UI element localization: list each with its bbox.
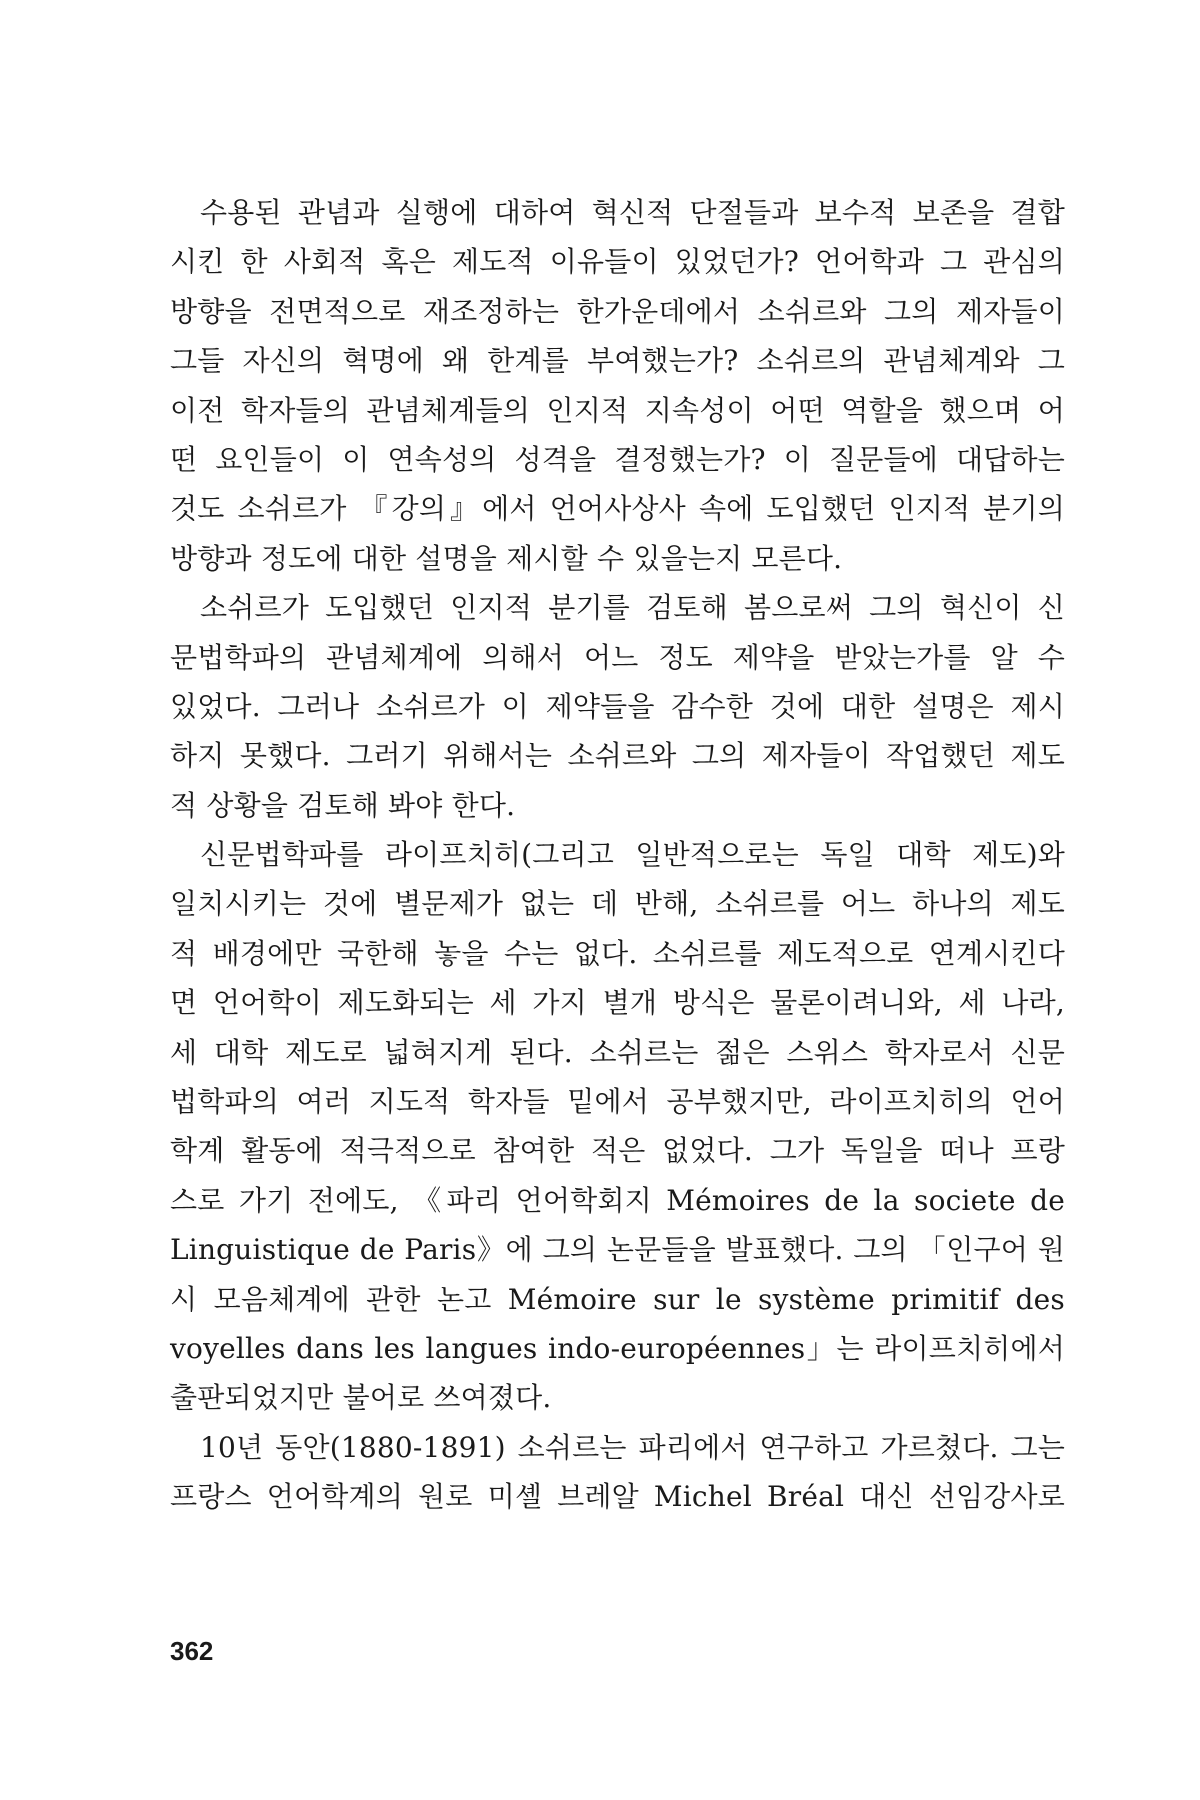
text-line: 것도 소쉬르가 『강의』에서 언어사상사 속에 도입했던 인지적 분기의 [170,492,1065,526]
text-line: 시 모음체계에 관한 논고 Mémoire sur le système primitif des [170,1282,1065,1316]
text-line: 면 언어학이 제도화되는 세 가지 별개 방식은 물론이려니와, 세 나라, [170,986,1065,1020]
text-line: 있었다. 그러나 소쉬르가 이 제약들을 감수한 것에 대한 설명은 제시 [170,689,1065,723]
paragraph-1 [170,188,1065,583]
text-line: 세 대학 제도로 넓혀지게 된다. 소쉬르는 젊은 스위스 학자로서 신문 [170,1035,1065,1069]
text-line: 적 상황을 검토해 봐야 한다. [170,788,516,822]
page-number: 362 [170,1636,214,1666]
paragraph-3 [170,830,1065,1423]
text-line: 일치시키는 것에 별문제가 없는 데 반해, 소쉬르를 어느 하나의 제도 [170,887,1065,921]
text-line: 하지 못했다. 그러기 위해서는 소쉬르와 그의 제자들이 작업했던 제도 [170,739,1065,773]
text-line: 프랑스 언어학계의 원로 미셸 브레알 Michel Bréal 대신 선임강사로 [170,1480,1065,1514]
text-line: 방향과 정도에 대한 설명을 제시할 수 있을는지 모른다. [170,541,843,575]
text-line: 스로 가기 전에도, 《파리 언어학회지 Mémoires de la societe de [170,1183,1065,1217]
text-line: 법학파의 여러 지도적 학자들 밑에서 공부했지만, 라이프치히의 언어 [170,1085,1065,1119]
text-line: 그들 자신의 혁명에 왜 한계를 부여했는가? 소쉬르의 관념체계와 그 [170,344,1065,378]
text-line: 신문법학파를 라이프치히(그리고 일반적으로는 독일 대학 제도)와 [200,838,1065,872]
text-line: 떤 요인들이 이 연속성의 성격을 결정했는가? 이 질문들에 대답하는 [170,442,1065,476]
text-line: 적 배경에만 국한해 놓을 수는 없다. 소쉬르를 제도적으로 연계시킨다 [170,936,1065,970]
body-text [170,188,1065,1522]
text-line: 학계 활동에 적극적으로 참여한 적은 없었다. 그가 독일을 떠나 프랑 [170,1134,1065,1168]
text-line: 10년 동안(1880-1891) 소쉬르는 파리에서 연구하고 가르쳤다. 그는 [200,1430,1065,1464]
text-line: 문법학파의 관념체계에 의해서 어느 정도 제약을 받았는가를 알 수 [170,640,1065,674]
text-line: 소쉬르가 도입했던 인지적 분기를 검토해 봄으로써 그의 혁신이 신 [200,591,1065,625]
text-line: 방향을 전면적으로 재조정하는 한가운데에서 소쉬르와 그의 제자들이 [170,294,1065,328]
text-line: 시킨 한 사회적 혹은 제도적 이유들이 있었던가? 언어학과 그 관심의 [170,245,1065,279]
text-line: 이전 학자들의 관념체계들의 인지적 지속성이 어떤 역할을 했으며 어 [170,393,1065,427]
text-line: Linguistique de Paris》에 그의 논문들을 발표했다. 그의 「인구어 원 [170,1233,1065,1267]
paragraph-4 [170,1423,1065,1522]
paragraph-2 [170,583,1065,830]
text-line: 출판되었지만 불어로 쓰여졌다. [170,1381,552,1415]
text-line: voyelles dans les langues indo-européennes」는 라이프치히에서 [170,1331,1065,1365]
text-line: 수용된 관념과 실행에 대하여 혁신적 단절들과 보수적 보존을 결합 [200,196,1065,229]
